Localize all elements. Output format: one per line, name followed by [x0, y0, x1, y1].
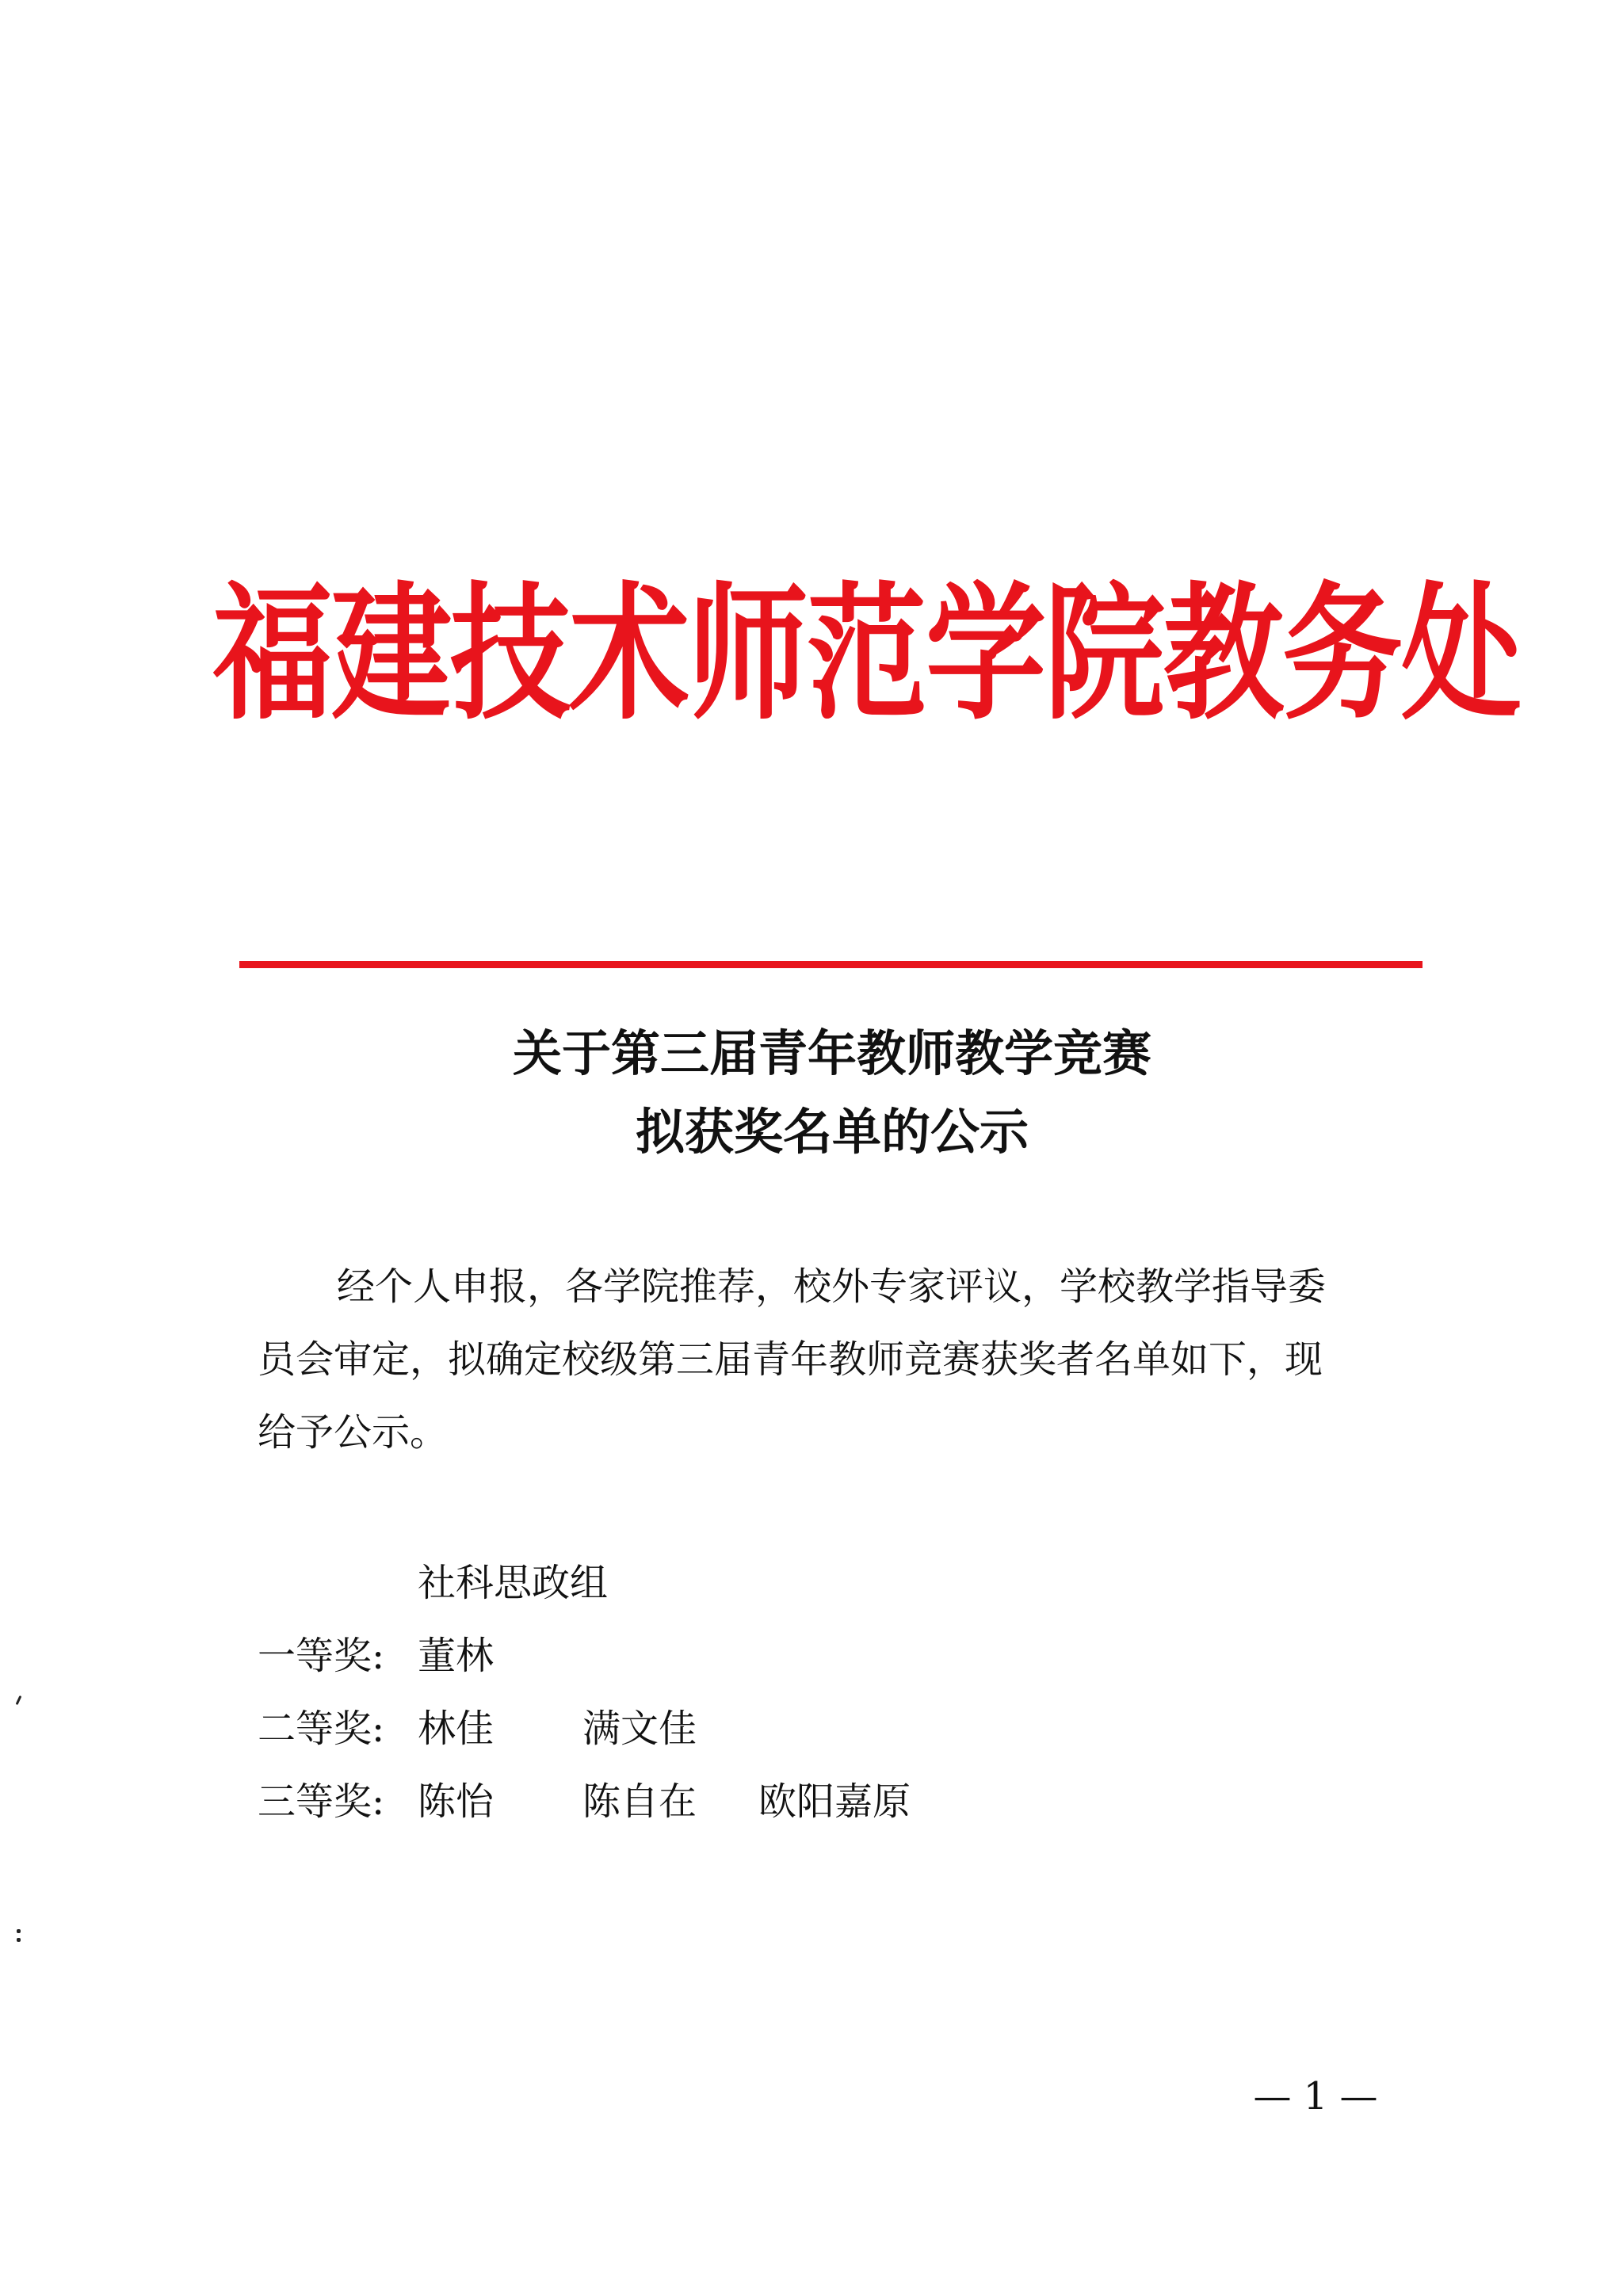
body-text-line-1: 经个人申报，各学院推荐，校外专家评议，学校教学指导委 — [337, 1264, 1327, 1309]
winner-name: 林佳 — [418, 1707, 495, 1751]
winner-name: 陈怡 — [418, 1779, 495, 1824]
award-label: 一等奖: — [258, 1634, 385, 1678]
award-label: 三等奖: — [258, 1779, 385, 1824]
winner-name: 陈自在 — [582, 1779, 697, 1824]
document-title-line-1: 关于第三届青年教师教学竞赛 — [512, 1024, 1151, 1082]
masthead-title: 福建技术师范学院教务处 — [212, 566, 1520, 740]
award-group-name: 社科思政组 — [418, 1561, 609, 1605]
scan-speck — [17, 1929, 21, 1933]
scan-speck — [17, 1938, 21, 1942]
winner-name: 满文佳 — [582, 1707, 697, 1751]
page-number: — 1 — — [1253, 2074, 1378, 2119]
winner-name: 欧阳嘉原 — [758, 1779, 911, 1824]
masthead-red-rule — [239, 961, 1423, 968]
body-paragraph-line-1 — [258, 1249, 1383, 1325]
body-paragraph-line-2: 员会审定，拟确定校级第三届青年教师竞赛获奖者名单如下，现 — [258, 1337, 1323, 1382]
award-label: 二等奖: — [258, 1707, 385, 1751]
winner-name: 董林 — [418, 1634, 495, 1678]
scan-speck — [16, 1695, 22, 1705]
body-paragraph-line-3: 给予公示。 — [258, 1410, 449, 1455]
document-title-line-2: 拟获奖名单的公示 — [635, 1103, 1029, 1161]
